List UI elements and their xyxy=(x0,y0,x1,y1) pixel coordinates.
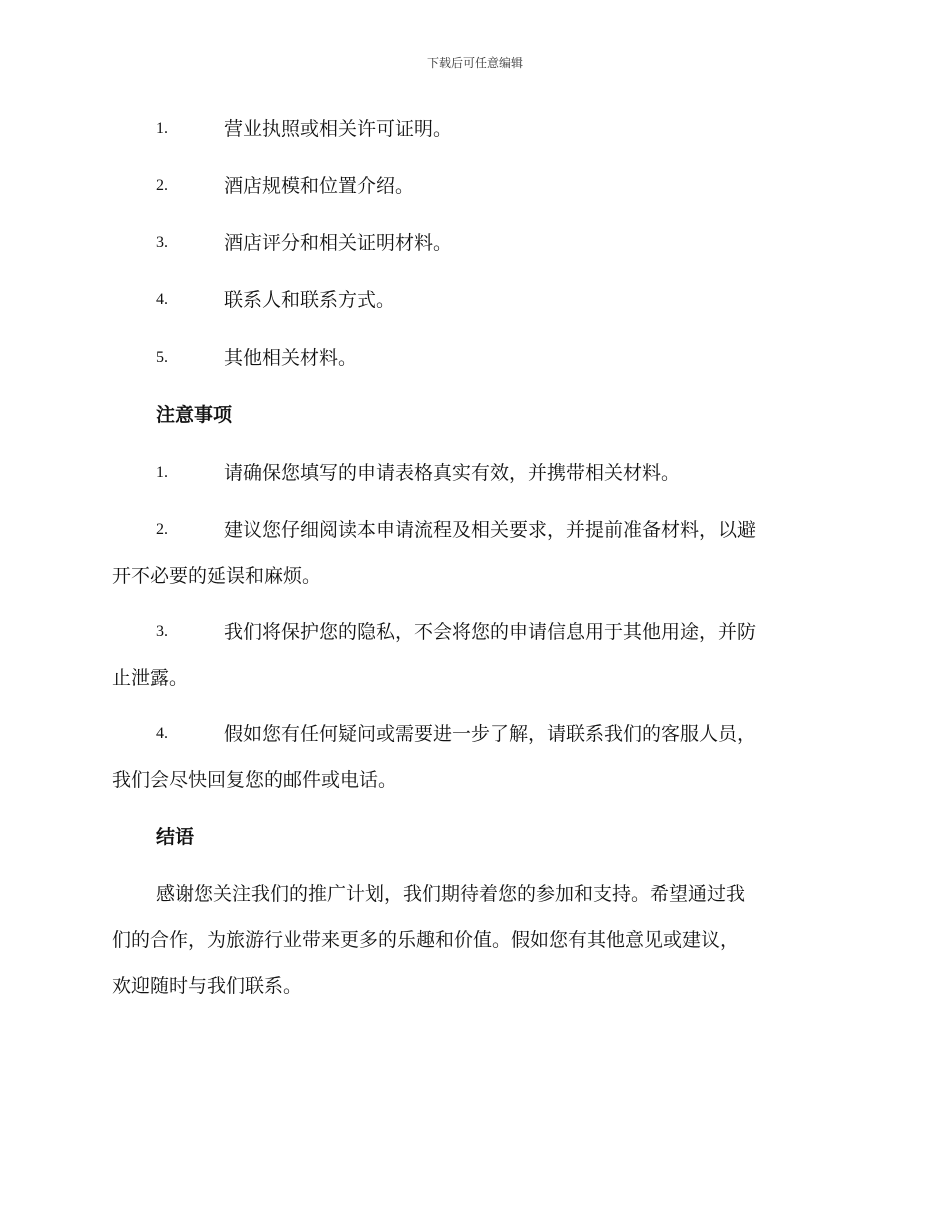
list-text: 假如您有任何疑问或需要进一步了解，请联系我们的客服人员， xyxy=(224,723,757,745)
list-number: 4. xyxy=(156,291,168,308)
list-text-continuation: 我们会尽快回复您的邮件或电话。 xyxy=(112,769,398,791)
list-number: 5. xyxy=(156,349,168,366)
list-text-continuation: 开不必要的延误和麻烦。 xyxy=(112,565,322,587)
list-text: 我们将保护您的隐私，不会将您的申请信息用于其他用途，并防 xyxy=(224,621,757,643)
page-header: 下载后可任意编辑 xyxy=(426,56,523,70)
list-text: 请确保您填写的申请表格真实有效，并携带相关材料。 xyxy=(224,462,681,484)
section-heading-notes: 注意事项 xyxy=(156,404,233,426)
list-text: 酒店评分和相关证明材料。 xyxy=(224,232,453,254)
list-text: 建议您仔细阅读本申请流程及相关要求，并提前准备材料，以避 xyxy=(224,519,757,541)
list-number: 2. xyxy=(156,177,168,194)
list-text: 酒店规模和位置介绍。 xyxy=(224,175,415,197)
list-number: 3. xyxy=(156,623,168,640)
list-text-continuation: 止泄露。 xyxy=(112,667,189,689)
section-heading-conclusion: 结语 xyxy=(156,826,195,848)
list-text: 营业执照或相关许可证明。 xyxy=(224,118,453,140)
conclusion-line: 欢迎随时与我们联系。 xyxy=(112,975,303,997)
conclusion-line: 们的合作，为旅游行业带来更多的乐趣和价值。假如您有其他意见或建议， xyxy=(112,929,740,951)
conclusion-line: 感谢您关注我们的推广计划，我们期待着您的参加和支持。希望通过我 xyxy=(156,883,746,905)
list-text: 联系人和联系方式。 xyxy=(224,289,396,311)
list-number: 4. xyxy=(156,725,168,742)
list-number: 2. xyxy=(156,521,168,538)
list-number: 1. xyxy=(156,120,168,137)
list-number: 3. xyxy=(156,234,168,251)
list-text: 其他相关材料。 xyxy=(224,347,358,369)
list-number: 1. xyxy=(156,464,168,481)
